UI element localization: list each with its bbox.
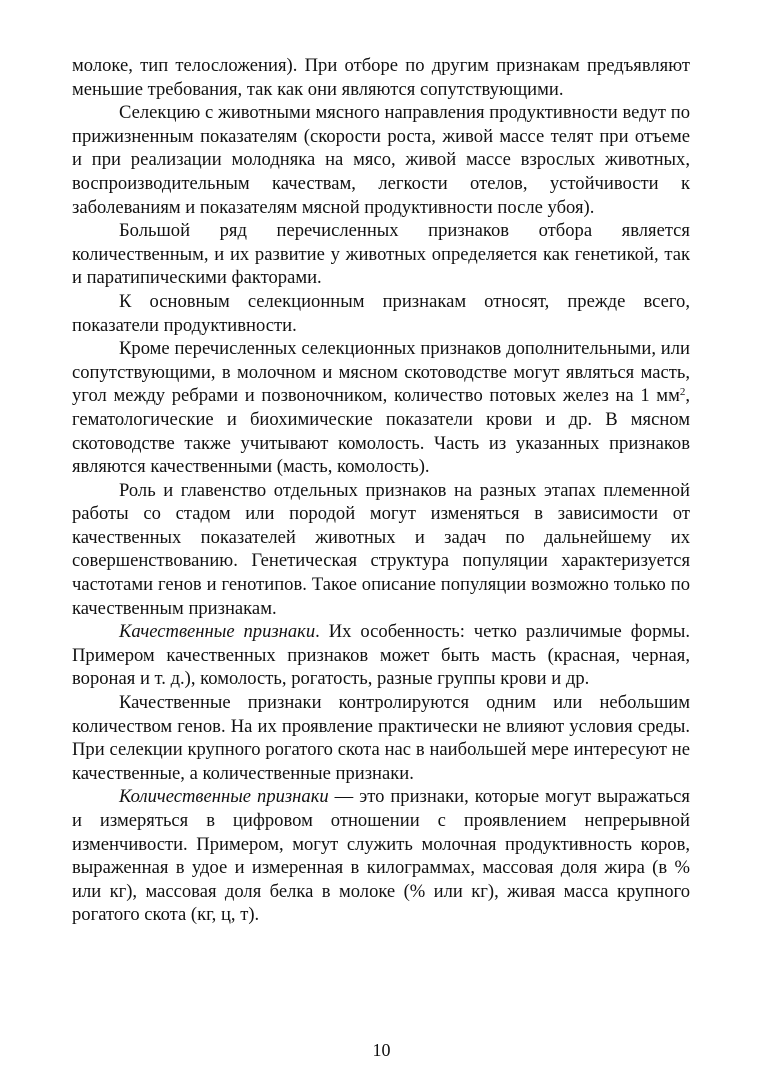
paragraph-qualitative-control: Качественные признаки контролируются одним или небольшим количеством генов. На их проявление практически не влияют условия среды. При селекции крупного рогатого скота нас в наибольшей мере интересуют не качественные, а количественные признаки. bbox=[72, 692, 690, 784]
paragraph-quantitative-traits-intro: Большой ряд перечисленных признаков отбора является количественным, и их развитие у животных определяется как генетикой, так и паратипическими факторами. bbox=[72, 220, 690, 289]
term-qualitative-traits: Качественные признаки bbox=[119, 621, 316, 643]
text-after-superscript: , гематологические и биохимические показатели крови и др. В мясном скотоводстве также учитывают комолость. Часть из указанных признаков являются качественными (масть, комолость). bbox=[72, 385, 690, 478]
page-number: 10 bbox=[372, 1040, 391, 1060]
paragraph-continuation: молоке, тип телосложения). При отборе по другим признакам предъявляют меньшие требования, так как они являются сопутствующими. bbox=[72, 55, 690, 100]
paragraph-meat-selection: Селекцию с животными мясного направления продуктивности ведут по прижизненным показателям (скорости роста, живой массе телят при отъеме и при реализации молодняка на мясо, живой массе взрослых животных, воспроизводительным качествам, легкости отелов, устойчивости к заболеваниям и показателям мясной продуктивности после убоя). bbox=[72, 102, 690, 218]
paragraph-qualitative-traits bbox=[72, 620, 690, 691]
text-before-superscript: Кроме перечисленных селекционных признаков дополнительными, или сопутствующими, в молочном и мясном скотоводстве могут являться масть, угол между ребрами и позвоночником, количество потовых желез на 1 мм bbox=[72, 338, 690, 407]
paragraph-main-traits: К основным селекционным признакам относят, прежде всего, показатели продуктивности. bbox=[72, 290, 690, 336]
paragraph-text: — это признаки, которые могут выражаться и измеряться в цифровом отношении с проявлением непрерывной изменчивости. Примером, могут служить молочная продуктивность коров, выраженная в удое и измеренная в килограммах, массовая доля жира (в % или кг), массовая доля белка в молоке (% или кг), живая масса крупного рогатого скота (кг, ц, т). bbox=[72, 786, 690, 926]
term-quantitative-traits: Количественные признаки bbox=[119, 786, 329, 808]
paragraph-role-of-traits: Роль и главенство отдельных признаков на разных этапах племенной работы со стадом или породой могут изменяться в зависимости от качественных показателей животных и задач по дальнейшему их совершенствованию. Генетическая структура популяции характеризуется частотами генов и генотипов. Такое описание популяции возможно только по качественным признакам. bbox=[72, 479, 690, 619]
paragraph-accompanying-traits bbox=[72, 337, 690, 479]
page-body bbox=[72, 54, 690, 927]
paragraph-quantitative-traits bbox=[72, 785, 690, 927]
paragraph-text: . Их особенность: четко различимые формы. Примером качественных признаков может быть масть (красная, черная, вороная и т. д.), комолость, рогатость, разные группы крови и др. bbox=[72, 621, 690, 690]
superscript: 2 bbox=[679, 386, 686, 399]
